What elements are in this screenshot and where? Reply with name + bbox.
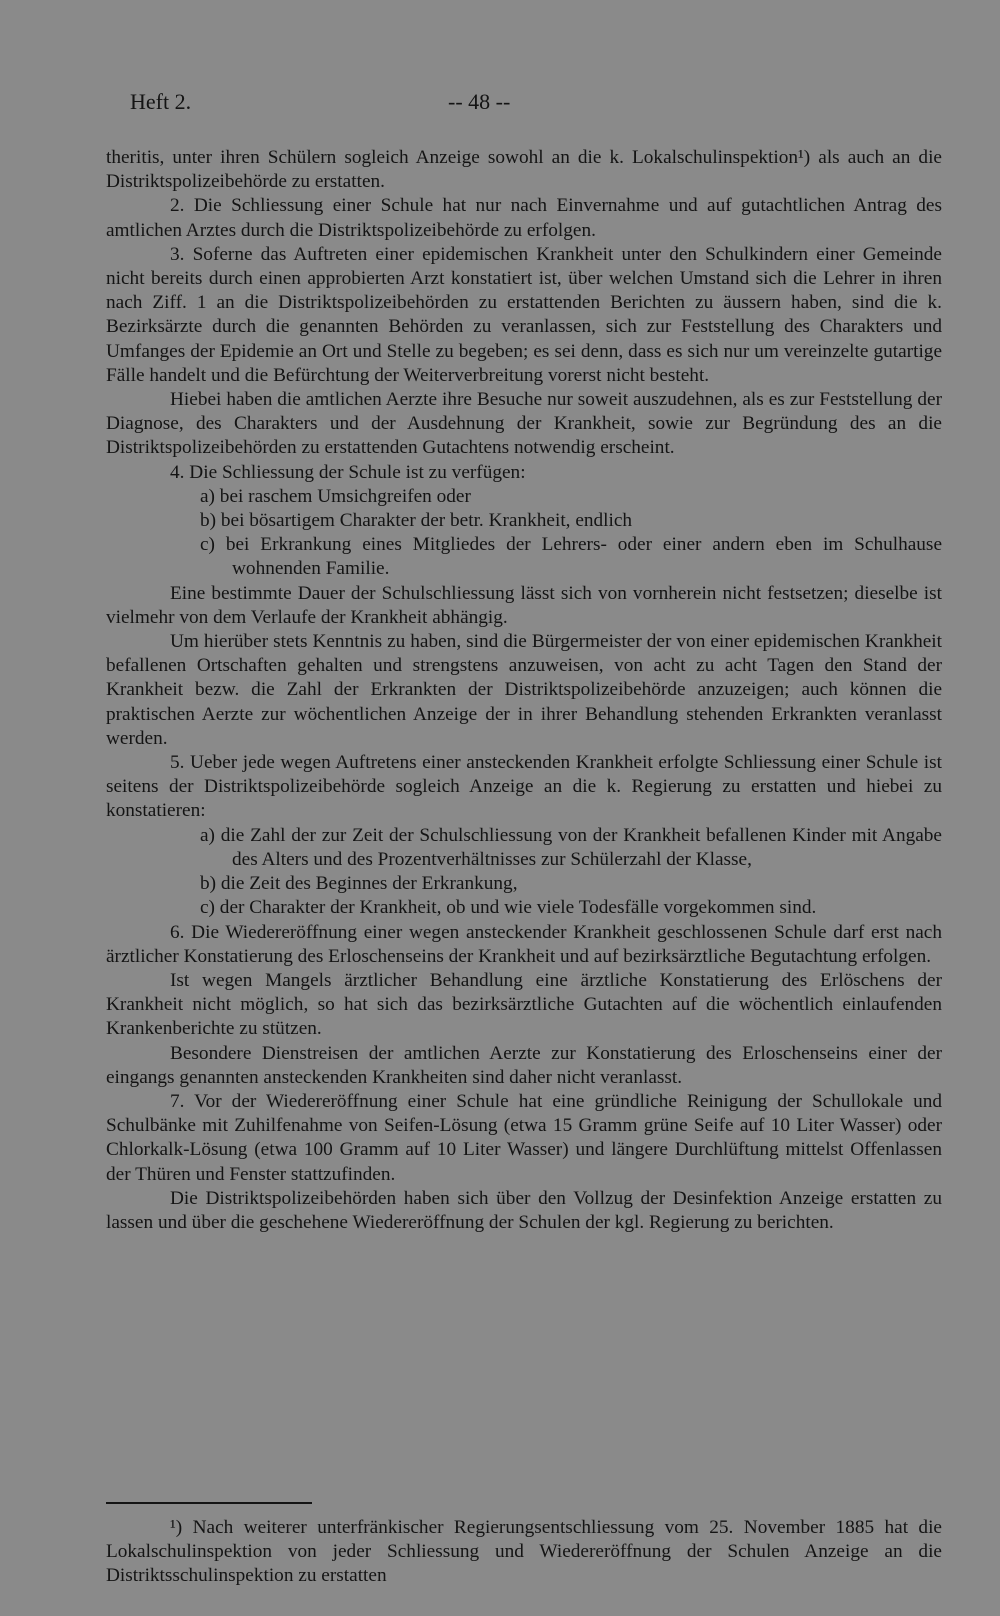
paragraph-item-2: 2. Die Schliessung einer Schule hat nur nach Einvernahme und auf gutachtlichen Antrag des amtlichen Arztes durch die Distriktspolizeibehörde zu erfolgen. [106, 195, 942, 241]
paragraph-item-3: 3. Soferne das Auftreten einer epidemischen Krankheit unter den Schulkindern einer Gemeinde nicht bereits durch einen approbierten Arzt konstatiert ist, über welchen Umstand sich die Lehrer in ihren nach Ziff. 1 an die Distriktspolizeibehörden zu erstattenden Berichten zu äussern haben, sind die k. Bezirksärzte durch die genannten Behörden zu veranlassen, sich zur Feststellung des Charakters und Umfanges der Epidemie an Ort und Stelle zu begeben; es sei denn, dass es sich nur um vereinzelte gutartige Fälle handelt und die Befürchtung der Weiterverbreitung vorerst nicht besteht. [106, 243, 942, 386]
page-header [130, 84, 590, 120]
body-text [106, 146, 942, 1235]
paragraph-reporting: Um hierüber stets Kenntnis zu haben, sind die Bürgermeister der von einer epidemischen Krankheit befallenen Ortschaften gehalten und strengstens anzuweisen, von acht zu acht Tagen den Stand der Krankheit bezw. die Zahl der Erkrankten der Distriktspolizeibehörde anzuzeigen; auch können die praktischen Aerzte zur wöchentlichen Anzeige der in ihrer Behandlung stehenden Erkrankten veranlasst werden. [106, 631, 942, 749]
footnote [106, 1516, 942, 1588]
paragraph-continuation: theritis, unter ihren Schülern sogleich Anzeige sowohl an die k. Lokalschulinspektion¹) als auch an die Distriktspolizeibehörde zu erstatten. [106, 147, 942, 193]
paragraph-item-6-travel: Besondere Dienstreisen der amtlichen Aerzte zur Konstatierung des Erloschenseins einer der eingangs genannten ansteckenden Krankheiten sind daher nicht veranlasst. [106, 1042, 942, 1088]
paragraph-item-3-cont: Hiebei haben die amtlichen Aerzte ihre Besuche nur soweit auszudehnen, als es zur Feststellung der Diagnose, des Charakters und der Ausdehnung der Krankheit, sowie zur Begründung des an die Distriktspolizeibehörden zu erstattenden Gutachtens notwendig erscheint. [106, 389, 942, 459]
page-number: -- 48 -- [448, 89, 511, 114]
subitem-5a: a) die Zahl der zur Zeit der Schulschliessung von der Krankheit befallenen Kinder mit Angabe des Alters und des Prozentverhältnisses zur Schülerzahl der Klasse, [200, 824, 942, 870]
paragraph-item-6-cont: Ist wegen Mangels ärztlicher Behandlung eine ärztliche Konstatierung des Erlöschens der Krankheit nicht möglich, so hat sich das bezirksärztliche Gutachten auf die wöchentlich einlaufenden Krankenberichte zu stützen. [106, 969, 942, 1040]
subitem-5b: b) die Zeit des Beginnes der Erkrankung, [200, 873, 518, 895]
paragraph-item-7-cont: Die Distriktspolizeibehörden haben sich über den Vollzug der Desinfektion Anzeige erstatten zu lassen und über die geschehene Wiedereröffnung der Schulen der kgl. Regierung zu berichten. [106, 1187, 942, 1233]
footnote-paragraph [106, 1516, 942, 1588]
subitem-4c: c) bei Erkrankung eines Mitgliedes der Lehrers- oder einer andern eben im Schulhause wohnenden Familie. [200, 534, 942, 580]
footnote-text: Nach weiterer unterfränkischer Regierungsentschliessung vom 25. November 1885 hat die Lokalschulinspektion von jeder Schliessung und Wiedereröffnung der Schulen Anzeige an die Distriktsschulinspektion zu erstatten [106, 1517, 942, 1586]
footnote-marker: ¹) [170, 1517, 183, 1538]
subitem-4a: a) bei raschem Umsichgreifen oder [200, 485, 471, 507]
paragraph-duration: Eine bestimmte Dauer der Schulschliessung lässt sich von vornherein nicht festsetzen; dieselbe ist vielmehr von dem Verlaufe der Krankheit abhängig. [106, 582, 942, 628]
paragraph-item-4: 4. Die Schliessung der Schule ist zu verfügen: [170, 461, 526, 483]
footnote-divider [106, 1502, 312, 1504]
paragraph-item-5: 5. Ueber jede wegen Auftretens einer ansteckenden Krankheit erfolgte Schliessung einer Schule ist seitens der Distriktspolizeibehörde sogleich Anzeige an die k. Regierung zu erstatten und hiebei zu konstatieren: [106, 752, 942, 822]
subitem-4b: b) bei bösartigem Charakter der betr. Krankheit, endlich [200, 510, 633, 532]
issue-label: Heft 2. [130, 89, 192, 114]
paragraph-item-7: 7. Vor der Wiedereröffnung einer Schule hat eine gründliche Reinigung der Schullokale und Schulbänke mit Zuhilfenahme von Seifen-Lösung (etwa 15 Gramm grüne Seife auf 10 Liter Wasser) oder Chlorkalk-Lösung (etwa 100 Gramm auf 10 Liter Wasser) und längere Durchlüftung mittelst Offenlassen der Thüren und Fenster stattzufinden. [106, 1090, 942, 1185]
paragraph-item-6: 6. Die Wiedereröffnung einer wegen ansteckender Krankheit geschlossenen Schule darf erst nach ärztlicher Konstatierung des Erloschenseins der Krankheit und auf bezirksärztliche Begutachtung erfolgen. [106, 921, 942, 967]
subitem-5c: c) der Charakter der Krankheit, ob und wie viele Todesfälle vorgekommen sind. [200, 897, 817, 919]
